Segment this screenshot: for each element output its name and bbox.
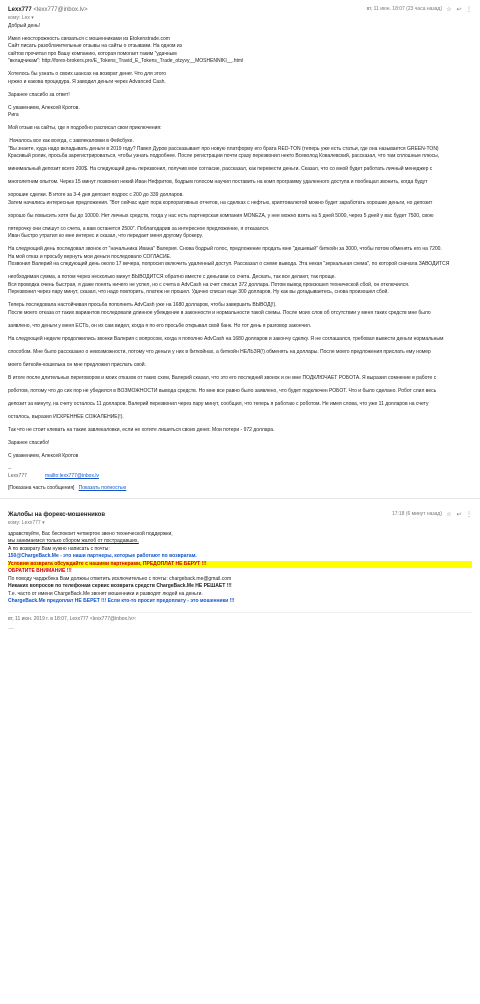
message-body xyxy=(8,23,472,461)
recipient[interactable]: кому: Lex ▾ xyxy=(8,15,34,21)
paragraph: хорошие сделки. В итоге за 3-4 дня депозит подрос с 200 до 339 долларов. Затем начались интересные предложения. "Вот сейчас идет пора корпоративных отчетов, на сделках с нефтью, криптовалютой можно будет заработать хорошие деньги, но депозит xyxy=(8,192,433,206)
reply-icon[interactable]: ↩ xyxy=(456,511,462,518)
signature: -- Lexx777 mailto:lexx777@inbox.lv xyxy=(8,465,99,479)
line: 150@ChargeBack.Me - это наши партнеры, которые работают по возвратам. xyxy=(8,553,197,559)
message-header xyxy=(8,6,472,23)
more-dots-icon[interactable]: … xyxy=(8,625,14,631)
reply-icon[interactable]: ↩ xyxy=(456,6,462,13)
paragraph: моего биткойн-кошелька он мне предложил прислать свой. xyxy=(8,361,146,368)
paragraph: В итоге после длительных переговоров и моих отказов от таких схем, Валерий сказал, что это его последний звонок и он мне ПОДКЛЮЧАЕТ РОБОТА. Я выразил сомнение в работе с xyxy=(8,374,437,381)
email-message-1 xyxy=(0,0,480,492)
paragraph: Мой отзыв на сайты, где я подробно расписал свои приключения: xyxy=(8,125,162,131)
paragraph: На следующей неделе продолжились звонки Валерия с вопросом, когда я пополню AdvCash на 1680 долларов и закончу сделку. Я не соглашался, требовал вывести деньги нормальным xyxy=(8,335,444,342)
line: ChargeBack.Me предоплат НЕ БЕРЕТ !!! Если кто-то просит предоплату - это мошенники !!! xyxy=(8,598,235,604)
paragraph: Заранее спасибо за ответ! xyxy=(8,91,70,98)
paragraph: роботом, потому что до сих пор не убедился в ВОЗМОЖНОСТИ вывода средств. Но мне все равно было заявлено, что будет подключен РОБОТ. Что и было сделано. Робот слил весь xyxy=(8,387,437,394)
message-body xyxy=(8,531,472,606)
paragraph: многолетним опытом. Через 15 минут позвонил некий Иван Нефритов, бодрым голосом научил поставить на комп программу удаленного доступа и пообещал звонить, когда будут xyxy=(8,179,428,185)
line: Т.е. часто от имени ChargeBack.Me звонят мошенники и разводят людей на деньги. xyxy=(8,590,203,597)
more-icon[interactable]: ⋮ xyxy=(466,511,472,518)
line: Условия возврата обсуждайте с нашими партнерами, ПРЕДОПЛАТ НЕ БЕРУТ !!! xyxy=(8,561,472,569)
sender-name[interactable]: Жалобы на форекс-мошенников xyxy=(8,512,106,518)
paragraph: Началось все как всегда, с завлекаловки в Фейсбуке. "Вы знаете, куда надо вкладывать деньги в 2019 году? Павел Дуров рассказывает про новую платформу его брата RED-TON (теперь уже есть статьи, где она называется GREEN-TON) Красивый ролик, просьба зарегистрироваться, чтобы узнать подробнее. После регистрации почти сразу перезвонил некто Всеволод Ковалевский, рассказал, что там сплошные плюсы, xyxy=(8,138,440,159)
signature-name: Lexx777 xyxy=(8,473,27,479)
sender[interactable] xyxy=(8,6,87,15)
email-message-2 xyxy=(0,505,480,633)
paragraph: осталось, выразил ИСКРЕННЕЕ СОЖАЛЕНИЕ(!). xyxy=(8,413,124,420)
quoted-header: вт, 11 июн. 2019 г. в 18:07, Lexx777 <lexx777@inbox.lv>: xyxy=(8,612,472,624)
paragraph: С уважением, Алексей Кротов xyxy=(8,452,79,459)
line: Никаких вопросов по телефонам сервис возврата средств ChargeBack.Me НЕ РЕШАЕТ !!! xyxy=(8,583,232,589)
more-icon[interactable]: ⋮ xyxy=(466,6,472,13)
paragraph: Хотелось бы узнать о своих шансах на возврат денег. Что для этого нужно и какова процедура. Я заводил деньги через Advanced Cash. xyxy=(8,71,167,85)
show-full-link[interactable]: Показать полностью xyxy=(78,484,127,491)
paragraph: Добрый день! xyxy=(8,22,41,29)
line: А по возврату Вам нужно написать с почты: xyxy=(8,545,110,552)
recipient[interactable]: кому: Lexx777 ▾ xyxy=(8,520,45,526)
paragraph: пятерочку они спишут со счета, а вам останется 2500". Поблагодарив за интересное предложение, я отказался. Иван быстро утратил ко мне интерес и сказал, что передает меня другому брокеру. xyxy=(8,225,270,239)
sender-email: <lexx777@inbox.lv> xyxy=(33,7,88,13)
message-date: 17:18 (6 минут назад) xyxy=(391,511,442,517)
divider xyxy=(0,498,480,499)
line: По поводу чарджбека Вам должны ответить исключительно с почты: chargeback.me@gmail.com xyxy=(8,575,232,582)
star-icon[interactable]: ☆ xyxy=(446,6,452,13)
mailto-link[interactable]: mailto:lexx777@inbox.lv xyxy=(44,473,99,479)
message-header xyxy=(8,511,472,528)
paragraph: хорошо бы повысить хотя бы до 10000. Нет личных средств, тогда у нас есть партнерская компания MONEZA, у нее можно взять на 5 дней 5000, через 5 дней у вас будет 7500, свою xyxy=(8,212,434,219)
line: здравствуйте, Вас беспокоит четвертое звено технической поддержки, xyxy=(8,530,173,537)
paragraph: Имел неосторожность связаться с мошенниками из Etokenstrade.com Сайт писать разоблачительные отзывы на сайты о отзывами. На одном из сайтов прочитал про Вашу компанию, которая помогает таким "удачным "вкладчикам": http://forex-brokers.pro/E_Tokens_Travid_E_Tokens_Trade_otzyvy__MOSHENNIKI__.html xyxy=(8,35,244,64)
paragraph: Так что не стоит клевать на такие завлекаловки, если не хотите лишиться своих денег. Мои потери - 972 доллара. xyxy=(8,426,275,433)
paragraph: С уважением, Алексей Кротов. Рига xyxy=(8,104,80,118)
paragraph: заявлено, что деньги у меня ЕСТЬ, он их сам видел, когда я по его просьбе открывал свой банк. Но тот день я разговор закончил. xyxy=(8,322,312,329)
paragraph: Теперь последовала настойчивая просьба пополнить AdvCash уже на 1680 долларов, чтобы завершить ВЫВОД(!). После моего отказа от таких вариантов последовали длинное убеждение в законности и нормальности такой схемы. После моих слов об отсутствии у меня таких средств мне было xyxy=(8,302,431,316)
line: ОБРАТИТЕ ВНИМАНИЕ !!! xyxy=(8,568,72,574)
paragraph: минимальный депозит всего 200$. На следующий день перезвонил, получив мое согласие, рассказал, как перевести деньги. Сказал, что со мной будет работать личный менеджер с xyxy=(8,166,433,172)
sender-name: Lexx777 xyxy=(8,7,32,13)
paragraph: способом. Мне было рассказано о невозможности, потому что деньги у них в биткойнах, а биткойн НЕЛЬЗЯ(!) обменять на доллары. После моего предложения прислать ему номер xyxy=(8,348,431,355)
message-date: вт, 11 июн. 18:07 (23 часа назад) xyxy=(366,6,442,12)
paragraph: необходимая сумма, а потом через несколько минут ВЫВОДИТСЯ обратно вместе с деньгами со счета. Дескать, так все делают, так проще. Вся проводка очень быстрая, я даже понять ничего не успел, но с счета в AdvCash на счет списал 372 доллара. Потом вывод произошел технической сбой, он отключился. Перезвонил через пару минут, сказал, что надо повторить, платеж не прошел. Удачно списал еще 300 долларов. Ну как вы догадываетесь, снова произошел сбой. xyxy=(8,274,410,295)
paragraph: депозит за минуту, на счету осталось 11 долларов. Валерий перезвонил через пару минут, сообщил, что теперь я работаю с роботом. Не имея слова, что уже 11 долларов на счету xyxy=(8,400,429,407)
line: мы занимаемся только сбором жалоб от пострадавших. xyxy=(8,538,139,544)
paragraph: Заранее спасибо! xyxy=(8,439,50,446)
paragraph: На следующий день последовал звонок от "начальника Ивана" Валерия. Снова бодрый голос, предложение продать мне "дешевый" биткойн за 3000, чтобы потом обменять его на 7200. На мой отказ и просьбу вернуть мои деньги последовало СОГЛАСИЕ. Позвонил Валерий на следующий день около 17 вечера, попросил включить удаленный доступ. Рассказал о схеме вывода. Эта некая "зеркальная схема", по которой сначала ЗАВОДИТСЯ xyxy=(8,246,450,267)
star-icon[interactable]: ☆ xyxy=(446,511,452,518)
trimmed-notice: [Показана часть сообщения] Показать полностью xyxy=(8,484,127,491)
